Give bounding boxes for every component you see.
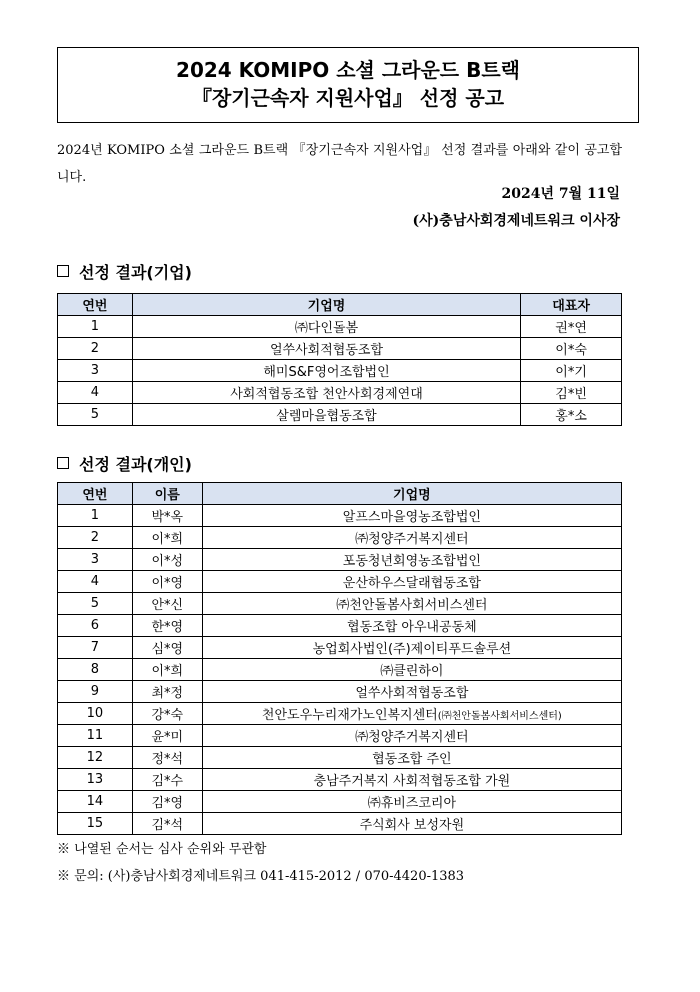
cell-company: ㈜휴비즈코리아: [202, 791, 621, 813]
checkbox-square-icon: [57, 265, 69, 277]
cell-company: ㈜클린하이: [202, 659, 621, 681]
cell-company: 운산하우스달래협동조합: [202, 571, 621, 593]
intro-paragraph: 2024년 KOMIPO 소셜 그라운드 B트랙 『장기근속자 지원사업』 선정 결과를 아래와 같이 공고합니다.: [57, 143, 622, 185]
cell-company: 포동청년회영농조합법인: [202, 549, 621, 571]
cell-name: 윤*미: [132, 725, 202, 747]
cell-no: 2: [58, 527, 133, 549]
cell-name: 최*정: [132, 681, 202, 703]
cell-name: 강*숙: [132, 703, 202, 725]
table-row: [58, 747, 622, 769]
cell-company: 알프스마을영농조합법인: [202, 505, 621, 527]
cell-representative: 홍*소: [521, 404, 622, 426]
title-line-2: 『장기근속자 지원사업』 선정 공고: [191, 86, 505, 110]
cell-name: 안*신: [132, 593, 202, 615]
cell-no: 11: [58, 725, 133, 747]
cell-representative: 권*연: [521, 316, 622, 338]
cell-company: 협동조합 아우내공동체: [202, 615, 621, 637]
checkbox-square-icon: [57, 457, 69, 469]
table-header-row: [58, 483, 622, 505]
table-row: [58, 703, 622, 725]
cell-name: 심*영: [132, 637, 202, 659]
cell-no: 15: [58, 813, 133, 835]
cell-name: 한*영: [132, 615, 202, 637]
cell-no: 7: [58, 637, 133, 659]
cell-company: 농업회사법인(주)제이티푸드솔루션: [202, 637, 621, 659]
cell-representative: 이*숙: [521, 338, 622, 360]
cell-company: ㈜다인돌봄: [132, 316, 520, 338]
company-results-table: [57, 293, 622, 426]
header-no: 연번: [58, 294, 133, 316]
title-box: [57, 47, 639, 123]
note-order: ※ 나열된 순서는 심사 순위와 무관함: [57, 842, 267, 857]
section-heading-text: 선정 결과(기업): [79, 263, 192, 282]
table-row: [58, 791, 622, 813]
cell-name: 이*성: [132, 549, 202, 571]
cell-no: 9: [58, 681, 133, 703]
cell-no: 3: [58, 549, 133, 571]
cell-company: 얼쑤사회적협동조합: [202, 681, 621, 703]
table-row: [58, 549, 622, 571]
cell-no: 5: [58, 593, 133, 615]
cell-representative: 이*기: [521, 360, 622, 382]
table-row: [58, 615, 622, 637]
cell-no: 1: [58, 316, 133, 338]
cell-company: 해미S&F영어조합법인: [132, 360, 520, 382]
cell-no: 8: [58, 659, 133, 681]
table-row: [58, 593, 622, 615]
header-no: 연번: [58, 483, 133, 505]
cell-name: 이*영: [132, 571, 202, 593]
table-row: [58, 404, 622, 426]
issuing-organization: (사)충남사회경제네트워크 이사장: [412, 213, 620, 229]
cell-name: 김*석: [132, 813, 202, 835]
section-heading-individual: [57, 452, 192, 475]
section-heading-company: [57, 260, 192, 283]
cell-company: [202, 703, 621, 725]
cell-name: 김*수: [132, 769, 202, 791]
table-row: [58, 769, 622, 791]
cell-name: 이*희: [132, 659, 202, 681]
table-row: [58, 316, 622, 338]
header-company: 기업명: [202, 483, 621, 505]
cell-name: 박*옥: [132, 505, 202, 527]
cell-company: 협동조합 주인: [202, 747, 621, 769]
cell-company: 사회적협동조합 천안사회경제연대: [132, 382, 520, 404]
cell-no: 6: [58, 615, 133, 637]
company-note: (㈜천안돌봄사회서비스센터): [437, 711, 562, 722]
table-header-row: [58, 294, 622, 316]
cell-no: 12: [58, 747, 133, 769]
cell-no: 4: [58, 382, 133, 404]
table-row: [58, 360, 622, 382]
header-company: 기업명: [132, 294, 520, 316]
cell-name: 김*영: [132, 791, 202, 813]
table-row: [58, 382, 622, 404]
cell-no: 13: [58, 769, 133, 791]
table-row: [58, 571, 622, 593]
cell-company: 주식회사 보성자원: [202, 813, 621, 835]
section-heading-text: 선정 결과(개인): [79, 455, 192, 474]
cell-name: 정*석: [132, 747, 202, 769]
cell-company: ㈜청양주거복지센터: [202, 527, 621, 549]
cell-company: 살렘마을협동조합: [132, 404, 520, 426]
cell-no: 10: [58, 703, 133, 725]
announcement-date: 2024년 7월 11일: [501, 186, 620, 202]
header-name: 이름: [132, 483, 202, 505]
title-line-1: 2024 KOMIPO 소셜 그라운드 B트랙: [176, 58, 520, 82]
company-name: 천안도우누리재가노인복지센터: [261, 708, 438, 723]
table-row: [58, 681, 622, 703]
table-row: [58, 505, 622, 527]
cell-name: 이*희: [132, 527, 202, 549]
table-row: [58, 338, 622, 360]
table-row: [58, 637, 622, 659]
individual-results-table: [57, 482, 622, 835]
cell-representative: 김*빈: [521, 382, 622, 404]
cell-no: 5: [58, 404, 133, 426]
table-row: [58, 659, 622, 681]
note-contact: ※ 문의: (사)충남사회경제네트워크 041-415-2012 / 070-4420-1383: [57, 869, 465, 884]
cell-no: 3: [58, 360, 133, 382]
notes: [57, 836, 464, 890]
cell-no: 1: [58, 505, 133, 527]
table-row: [58, 813, 622, 835]
table-row: [58, 725, 622, 747]
cell-company: ㈜천안돌봄사회서비스센터: [202, 593, 621, 615]
cell-no: 4: [58, 571, 133, 593]
cell-company: 충남주거복지 사회적협동조합 가원: [202, 769, 621, 791]
table-row: [58, 527, 622, 549]
header-representative: 대표자: [521, 294, 622, 316]
cell-no: 2: [58, 338, 133, 360]
cell-company: 얼쑤사회적협동조합: [132, 338, 520, 360]
cell-no: 14: [58, 791, 133, 813]
cell-company: ㈜청양주거복지센터: [202, 725, 621, 747]
